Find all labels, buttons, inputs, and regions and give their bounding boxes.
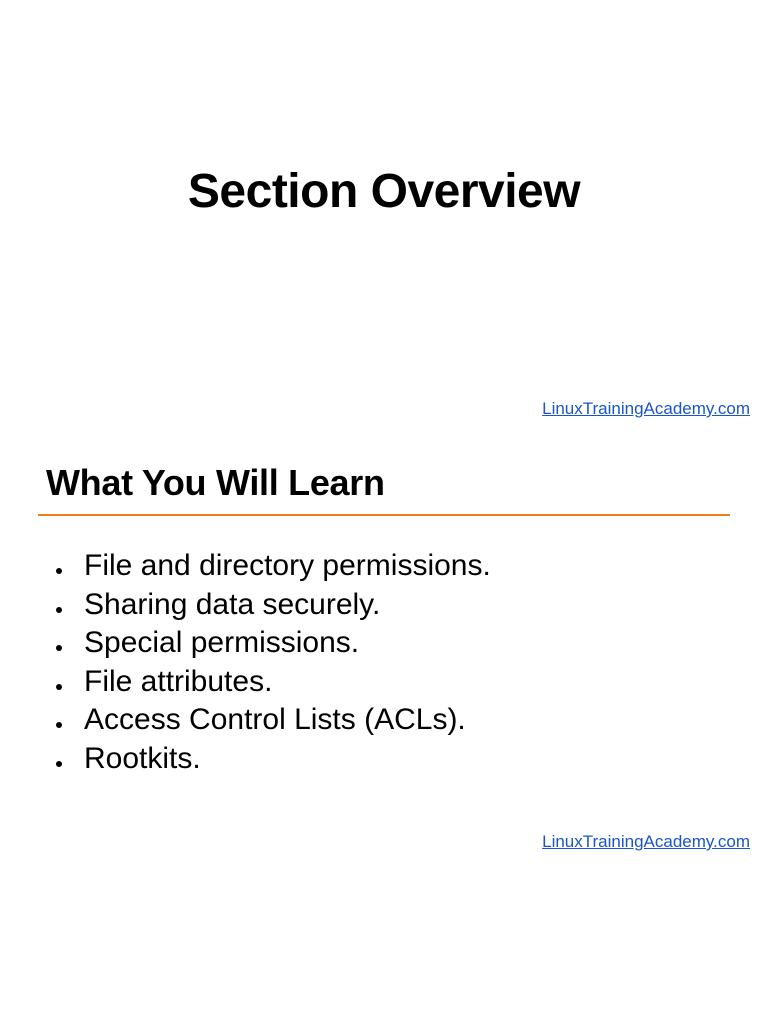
bullet-text: File and directory permissions.: [84, 549, 491, 582]
footer-link[interactable]: LinuxTrainingAcademy.com: [542, 399, 750, 418]
bullet-icon: [56, 722, 62, 728]
bullet-icon: [56, 761, 62, 767]
slide-heading: What You Will Learn: [46, 462, 385, 503]
slide-title: Section Overview: [187, 165, 581, 218]
bullet-text: Sharing data securely.: [84, 587, 381, 621]
bullet-text: Rootkits.: [84, 741, 201, 775]
bullet-icon: [56, 645, 62, 651]
bullet-icon: [56, 684, 62, 690]
bullet-icon: [56, 607, 62, 613]
slide-section-overview: [0, 0, 768, 432]
heading-divider: [38, 514, 730, 516]
bullet-text: Special permissions.: [84, 626, 360, 659]
footer-link[interactable]: LinuxTrainingAcademy.com: [542, 832, 750, 851]
bullet-text: Access Control Lists (ACLs).: [84, 703, 466, 736]
bullet-text: File attributes.: [84, 664, 273, 698]
bullet-icon: [56, 568, 62, 574]
slide-what-you-will-learn: [0, 432, 768, 872]
